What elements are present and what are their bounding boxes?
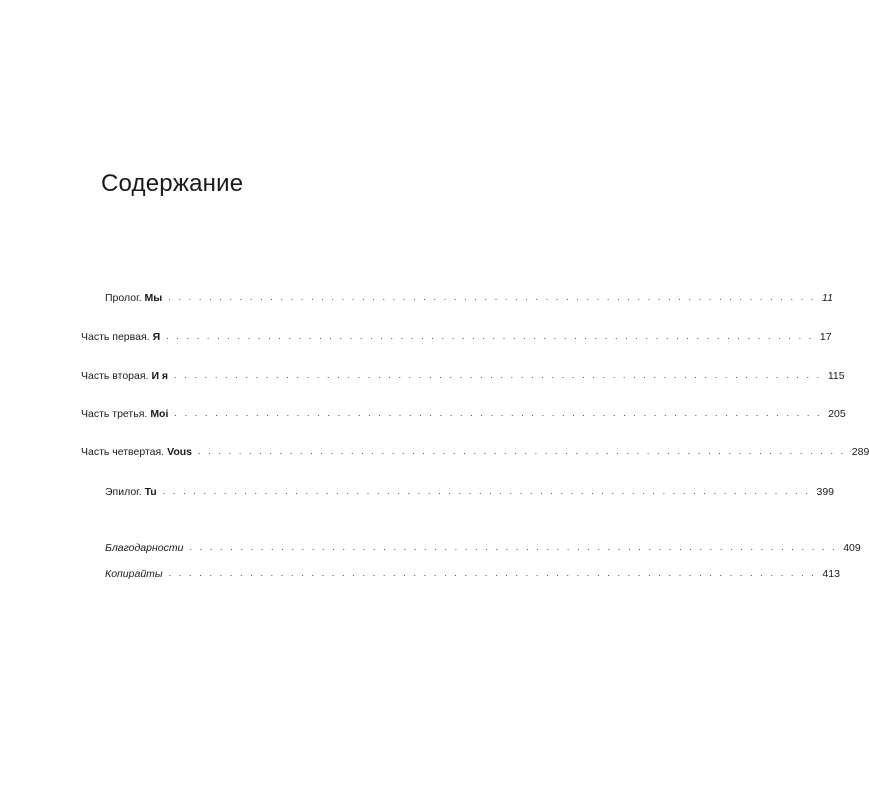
toc-entry-prologue[interactable] xyxy=(105,291,833,305)
page-title: Содержание xyxy=(101,170,244,197)
toc-entry-prefix: Часть четвертая. xyxy=(81,446,165,458)
toc-entry-page: 289 xyxy=(851,446,869,458)
dot-leader: . . . . . . . . . . . . . . . . . . . . . . . . . . . . . . . . . . . . . . . . . . . . . . . . . . . . . . . . . . . . . . . . xyxy=(168,568,817,578)
toc-entry-name: Vous xyxy=(167,446,193,458)
toc-entry-name: Я xyxy=(152,331,161,343)
dot-leader: . . . . . . . . . . . . . . . . . . . . . . . . . . . . . . . . . . . . . . . . . . . . . . . . . . . . . . . . . . . . . . . . xyxy=(189,542,838,552)
toc-entry-label: Копирайты xyxy=(105,568,163,580)
toc-entry-name: И я xyxy=(151,370,169,382)
toc-entry-page: 11 xyxy=(822,292,833,304)
dot-leader: . . . . . . . . . . . . . . . . . . . . . . . . . . . . . . . . . . . . . . . . . . . . . . . . . . . . . . . . . . . . . . . . xyxy=(198,446,846,456)
toc-entry-epilogue[interactable] xyxy=(105,485,835,499)
toc-entry-name: Мы xyxy=(144,292,163,304)
toc-entry-prefix: Пролог. xyxy=(105,292,142,304)
dot-leader: . . . . . . . . . . . . . . . . . . . . . . . . . . . . . . . . . . . . . . . . . . . . . . . . . . . . . . . . . . . . . . . . xyxy=(174,408,823,418)
toc-entry-prefix: Часть первая. xyxy=(81,331,150,343)
dot-leader: . . . . . . . . . . . . . . . . . . . . . . . . . . . . . . . . . . . . . . . . . . . . . . . . . . . . . . . . . . . . . . . . xyxy=(166,331,814,341)
toc-entry-part-four[interactable] xyxy=(81,445,869,459)
toc-entry-name: Tu xyxy=(144,486,157,498)
toc-entry-name: Moi xyxy=(150,408,169,420)
toc-entry-part-one[interactable] xyxy=(81,330,832,344)
toc-entry-part-two[interactable] xyxy=(81,369,845,383)
toc-entry-page: 413 xyxy=(822,568,840,580)
toc-entry-acknowledgements[interactable] xyxy=(105,541,861,555)
toc-entry-page: 409 xyxy=(843,542,861,554)
toc-entry-label: Благодарности xyxy=(105,542,184,554)
toc-entry-copyrights[interactable] xyxy=(105,567,840,581)
toc-entry-page: 17 xyxy=(819,331,832,343)
dot-leader: . . . . . . . . . . . . . . . . . . . . . . . . . . . . . . . . . . . . . . . . . . . . . . . . . . . . . . . . . . . . . . . . xyxy=(162,486,811,496)
toc-entry-prefix: Эпилог. xyxy=(105,486,142,498)
toc-entry-page: 115 xyxy=(827,370,845,382)
toc-entry-part-three[interactable] xyxy=(81,407,846,421)
toc-entry-page: 399 xyxy=(816,486,835,498)
toc-entry-prefix: Часть третья. xyxy=(81,408,148,420)
dot-leader: . . . . . . . . . . . . . . . . . . . . . . . . . . . . . . . . . . . . . . . . . . . . . . . . . . . . . . . . . . . . . . . . xyxy=(174,370,822,380)
toc-entry-prefix: Часть вторая. xyxy=(81,370,149,382)
dot-leader: . . . . . . . . . . . . . . . . . . . . . . . . . . . . . . . . . . . . . . . . . . . . . . . . . . . . . . . . . . . . . . . . xyxy=(168,292,817,302)
toc-entry-page: 205 xyxy=(828,408,846,420)
